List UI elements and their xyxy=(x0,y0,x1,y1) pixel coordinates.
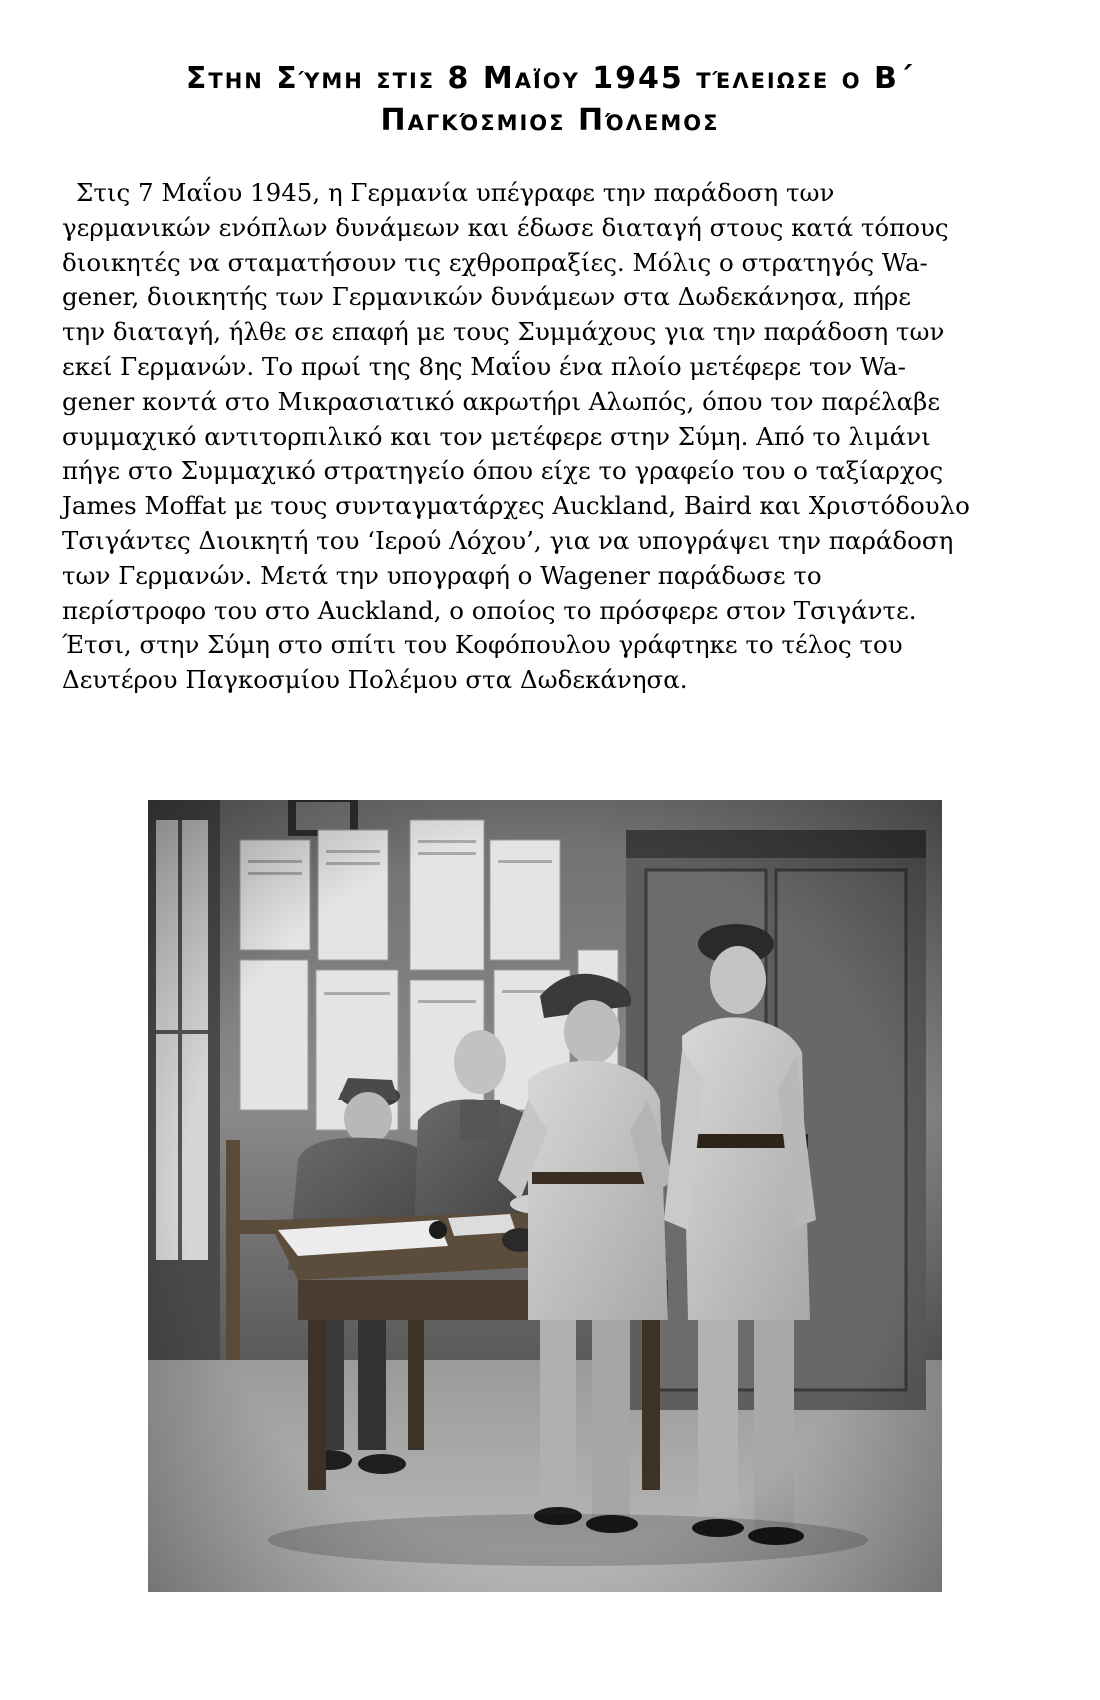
body-line: Στις 7 Μαΐου 1945, η Γερμανία υπέγραφε την παράδοση των xyxy=(76,178,835,207)
body-line: gener κοντά στο Μικρασιατικό ακρωτήρι Αλωπός, όπου τον παρέλαβε xyxy=(62,386,941,416)
body-line: των Γερμανών. Μετά την υπογραφή ο Wagener παράδωσε το xyxy=(62,560,822,590)
body-line: James Moffat με τους συνταγματάρχες Auckland, Baird και Χριστόδουλο xyxy=(62,491,970,521)
body-line: gener, διοικητής των Γερμανικών δυνάμεων στα Δωδεκάνησα, πήρε xyxy=(62,282,911,312)
article-paragraph xyxy=(62,176,1042,698)
body-line: διοικητές να σταματήσουν τις εχθροπραξίες. Μόλις ο στρατηγός Wa- xyxy=(62,247,928,277)
photo-illustration xyxy=(148,800,942,1592)
article-body xyxy=(62,176,1042,698)
body-line: Έτσι, στην Σύμη στο σπίτι του Κοφόπουλου γράφτηκε το τέλος του xyxy=(62,630,903,660)
article-title xyxy=(60,58,1040,142)
body-line: Τσιγάντες Διοικητή του ‘Ιερού Λόχου’, για να υπογράψει την παράδοση xyxy=(62,525,954,555)
body-line: περίστροφο του στο Auckland, ο οποίος το πρόσφερε στον Τσιγάντε. xyxy=(62,595,917,625)
body-line: Δευτέρου Παγκοσμίου Πολέμου στα Δωδεκάνησα. xyxy=(62,665,688,695)
title-line-1: Στην Σύμη στις 8 Μαΐου 1945 τέλειωσε ο Β΄ xyxy=(185,61,915,96)
body-line: γερμανικών ενόπλων δυνάμεων και έδωσε διαταγή στους κατά τόπους xyxy=(62,212,949,242)
title-line-2: Παγκόσμιος Πόλεμος xyxy=(380,103,720,138)
body-line: την διαταγή, ήλθε σε επαφή με τους Συμμάχους για την παράδοση των xyxy=(62,317,945,347)
body-line: εκεί Γερμανών. Το πρωί της 8ης Μαΐου ένα πλοίο μετέφερε τον Wa- xyxy=(62,351,906,381)
body-line: πήγε στο Συμμαχικό στρατηγείο όπου είχε το γραφείο του ο ταξίαρχος xyxy=(62,456,944,486)
body-line: συμμαχικό αντιτορπιλικό και τον μετέφερε στην Σύμη. Από το λιμάνι xyxy=(62,421,931,451)
surrender-photo xyxy=(148,800,942,1592)
